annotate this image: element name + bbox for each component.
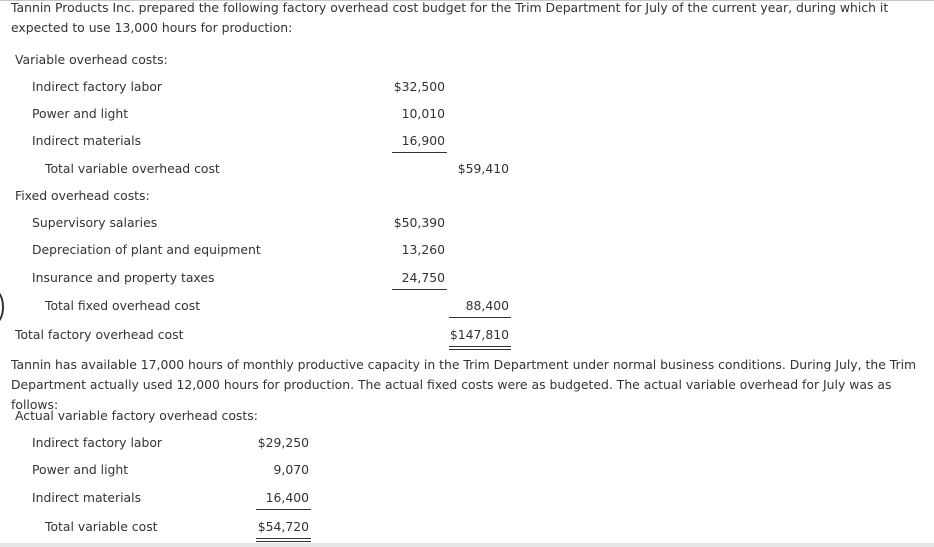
row-label: Indirect factory labor [32,79,163,94]
fixed-heading-row [0,188,934,215]
table-row [0,435,934,462]
table-row [0,242,934,269]
total-actual-label: Total variable cost [45,519,158,534]
total-underline [449,317,511,318]
total-fixed-row [0,298,934,325]
row-amount: $50,390 [393,215,445,230]
total-variable-amount: $59,410 [457,161,509,176]
row-label: Power and light [32,106,129,121]
table-row [0,79,934,106]
variable-heading: Variable overhead costs: [15,52,168,67]
variable-heading-row [0,52,934,79]
total-variable-row [0,161,934,188]
total-variable-label: Total variable overhead cost [45,161,220,176]
table-row [0,490,934,517]
total-actual-row [0,519,934,546]
capacity-paragraph: Tannin has available 17,000 hours of monthly productive capacity in the Trim Department under normal business conditions. During July, the Trim Department actually used 12,000 hours for production. The actual fixed costs were as budgeted. The actual variable overhead for July was as follows: [11,357,917,412]
row-label: Indirect materials [32,490,142,505]
row-label: Depreciation of plant and equipment [32,242,261,257]
total-factory-label: Total factory overhead cost [15,327,184,342]
total-fixed-label: Total fixed overhead cost [45,298,201,313]
table-row [0,215,934,242]
row-amount: $29,250 [257,435,309,450]
row-label: Power and light [32,462,129,477]
row-amount: $32,500 [393,79,445,94]
row-amount: 16,900 [401,133,445,148]
table-row [0,106,934,133]
subtotal-underline [256,509,311,510]
intro-paragraph: Tannin Products Inc. prepared the following factory overhead cost budget for the Trim Department for July of the current year, during which it expected to use 13,000 hours for production: [11,0,889,35]
table-row [0,133,934,160]
actual-heading-row [0,408,934,435]
actual-heading: Actual variable factory overhead costs: [15,408,258,423]
subtotal-underline [392,152,447,153]
row-label: Indirect factory labor [32,435,163,450]
row-amount: 16,400 [265,490,309,505]
row-label: Indirect materials [32,133,142,148]
row-amount: 10,010 [401,106,445,121]
subtotal-underline [392,289,447,290]
total-fixed-amount: 88,400 [465,298,509,313]
row-amount: 24,750 [401,270,445,285]
table-row [0,270,934,297]
fixed-heading: Fixed overhead costs: [15,188,150,203]
total-actual-amount: $54,720 [257,519,309,534]
row-amount: 13,260 [401,242,445,257]
row-label: Insurance and property taxes [32,270,215,285]
double-underline [449,346,511,350]
row-amount: 9,070 [273,462,309,477]
table-row [0,462,934,489]
horizontal-scrollbar[interactable] [0,543,934,547]
double-underline [256,538,311,542]
total-factory-amount: $147,810 [449,327,509,342]
row-label: Supervisory salaries [32,215,158,230]
total-factory-row [0,327,934,354]
